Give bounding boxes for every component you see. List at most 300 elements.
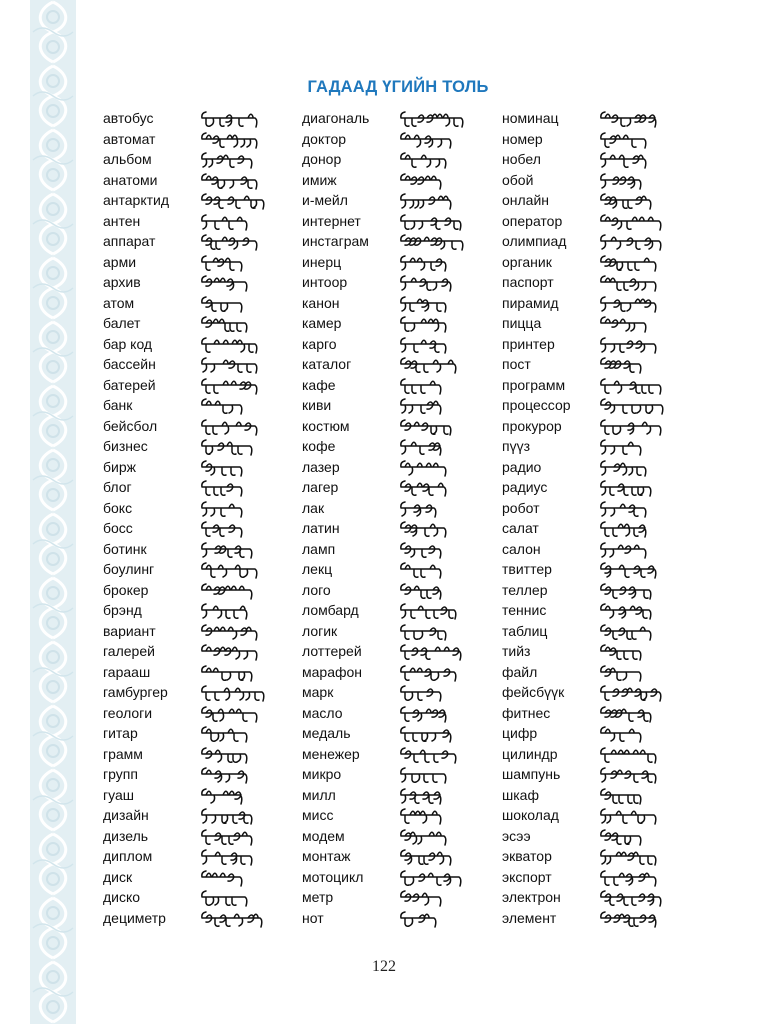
cyrillic-word: модем bbox=[302, 827, 345, 844]
cyrillic-word: экватор bbox=[502, 848, 552, 864]
glossary-entry bbox=[103, 191, 293, 212]
script-stroke bbox=[202, 112, 257, 127]
mongolian-script-word bbox=[599, 296, 660, 314]
script-stroke bbox=[202, 727, 247, 742]
mongolian-script-word bbox=[599, 542, 650, 560]
cyrillic-word: радио bbox=[502, 458, 542, 475]
script-stroke bbox=[601, 871, 656, 886]
glossary-entry bbox=[302, 724, 492, 745]
script-stroke bbox=[601, 420, 661, 435]
glossary-entry bbox=[103, 724, 293, 745]
glossary-entry bbox=[302, 478, 492, 499]
mongolian-script-word bbox=[200, 255, 246, 273]
glossary-entry bbox=[103, 232, 293, 253]
cyrillic-word: шампунь bbox=[502, 766, 561, 782]
glossary-entry bbox=[302, 581, 492, 602]
glossary-entry bbox=[502, 294, 692, 315]
cyrillic-word: гитар bbox=[103, 725, 138, 741]
script-stroke bbox=[601, 727, 641, 742]
cyrillic-word: диско bbox=[103, 889, 141, 905]
cyrillic-word: диплом bbox=[103, 848, 153, 864]
glossary-entry bbox=[302, 150, 492, 171]
mongolian-script-word bbox=[200, 542, 256, 560]
script-stroke bbox=[401, 276, 451, 291]
glossary-entry bbox=[302, 847, 492, 868]
mongolian-script-word bbox=[200, 747, 251, 765]
script-stroke bbox=[601, 850, 656, 865]
cyrillic-word: батерей bbox=[103, 376, 156, 393]
script-stroke bbox=[601, 748, 656, 763]
mongolian-script-word bbox=[599, 501, 650, 519]
script-stroke bbox=[601, 338, 656, 353]
cyrillic-word: метр bbox=[302, 889, 334, 905]
script-stroke bbox=[202, 481, 242, 496]
mongolian-script-word bbox=[399, 911, 440, 929]
glossary-entry bbox=[502, 806, 692, 827]
cyrillic-word: карго bbox=[302, 335, 337, 352]
script-stroke bbox=[401, 768, 446, 783]
mongolian-script-word bbox=[200, 665, 256, 683]
glossary-entry bbox=[502, 663, 692, 684]
mongolian-script-word bbox=[399, 706, 450, 724]
script-stroke bbox=[202, 604, 247, 619]
cyrillic-word: медаль bbox=[302, 725, 351, 741]
cyrillic-word: теллер bbox=[502, 581, 548, 598]
glossary-entry bbox=[103, 581, 293, 602]
glossary-entry bbox=[103, 150, 293, 171]
cyrillic-word: кафе bbox=[302, 376, 336, 393]
mongolian-script-word bbox=[399, 583, 445, 601]
script-stroke bbox=[601, 379, 661, 394]
ornament-pattern bbox=[30, 0, 76, 1024]
mongolian-script-word bbox=[399, 767, 450, 785]
mongolian-script-word bbox=[399, 111, 467, 129]
script-stroke bbox=[202, 194, 264, 209]
cyrillic-word: дециметр bbox=[103, 909, 166, 926]
cyrillic-word: гарааш bbox=[103, 663, 151, 680]
mongolian-script-word bbox=[399, 316, 450, 334]
cyrillic-word: ломбард bbox=[302, 602, 359, 618]
script-stroke bbox=[401, 481, 446, 496]
cyrillic-word: галерей bbox=[103, 643, 155, 659]
mongolian-script-word bbox=[200, 562, 261, 580]
cyrillic-word: обой bbox=[502, 171, 534, 188]
mongolian-script-word bbox=[399, 829, 450, 847]
cyrillic-word: монтаж bbox=[302, 848, 351, 864]
cyrillic-word: дизель bbox=[103, 827, 149, 844]
cyrillic-word: оператор bbox=[502, 212, 563, 229]
script-stroke bbox=[202, 522, 242, 537]
glossary-entry bbox=[302, 437, 492, 458]
cyrillic-word: интоор bbox=[302, 274, 348, 290]
glossary-entry bbox=[502, 273, 692, 294]
cyrillic-word: интернет bbox=[302, 212, 361, 229]
cyrillic-word: робот bbox=[502, 499, 540, 516]
mongolian-script-word bbox=[599, 173, 645, 191]
glossary-entry bbox=[103, 355, 293, 376]
glossary-entry bbox=[502, 683, 692, 704]
cyrillic-word: принтер bbox=[502, 335, 555, 352]
glossary-entry bbox=[502, 519, 692, 540]
glossary-entry bbox=[502, 437, 692, 458]
script-stroke bbox=[401, 604, 456, 619]
script-stroke bbox=[401, 358, 456, 373]
mongolian-script-word bbox=[599, 890, 665, 908]
mongolian-script-word bbox=[399, 460, 450, 478]
glossary-entry bbox=[103, 601, 293, 622]
mongolian-script-word bbox=[200, 419, 261, 437]
glossary-entry bbox=[103, 478, 293, 499]
cyrillic-word: нот bbox=[302, 909, 324, 926]
mongolian-script-word bbox=[399, 337, 450, 355]
decorative-border bbox=[30, 0, 76, 1024]
cyrillic-word: мисс bbox=[302, 807, 334, 823]
script-stroke bbox=[202, 666, 252, 681]
glossary-entry bbox=[502, 191, 692, 212]
mongolian-script-word bbox=[200, 275, 251, 293]
glossary-entry bbox=[302, 335, 492, 356]
script-stroke bbox=[601, 563, 656, 578]
glossary-entry bbox=[502, 314, 692, 335]
glossary-entry bbox=[103, 437, 293, 458]
mongolian-script-word bbox=[200, 829, 256, 847]
mongolian-script-word bbox=[399, 275, 455, 293]
mongolian-script-word bbox=[599, 747, 660, 765]
mongolian-script-word bbox=[200, 132, 261, 150]
script-stroke bbox=[202, 174, 257, 189]
mongolian-script-word bbox=[599, 152, 650, 170]
script-stroke bbox=[401, 399, 441, 414]
cyrillic-word: органик bbox=[502, 253, 552, 270]
mongolian-script-word bbox=[599, 726, 645, 744]
script-stroke bbox=[601, 112, 656, 127]
cyrillic-word: анатоми bbox=[103, 171, 158, 188]
script-stroke bbox=[401, 830, 446, 845]
mongolian-script-word bbox=[200, 111, 261, 129]
mongolian-script-word bbox=[200, 603, 251, 621]
glossary-entry bbox=[103, 396, 293, 417]
mongolian-script-word bbox=[399, 890, 445, 908]
script-stroke bbox=[401, 133, 451, 148]
mongolian-script-word bbox=[200, 316, 251, 334]
script-stroke bbox=[202, 686, 264, 701]
script-stroke bbox=[202, 912, 262, 927]
glossary-entry bbox=[302, 355, 492, 376]
cyrillic-word: боулинг bbox=[103, 561, 155, 577]
mongolian-script-word bbox=[399, 234, 467, 252]
glossary-entry bbox=[302, 212, 492, 233]
glossary-entry bbox=[502, 417, 692, 438]
mongolian-script-word bbox=[399, 378, 445, 396]
mongolian-script-word bbox=[599, 234, 665, 252]
script-stroke bbox=[401, 789, 441, 804]
cyrillic-word: лекц bbox=[302, 561, 333, 577]
script-stroke bbox=[601, 830, 641, 845]
cyrillic-word: нобел bbox=[502, 151, 541, 167]
script-stroke bbox=[601, 194, 651, 209]
glossary-entry bbox=[103, 827, 293, 848]
script-stroke bbox=[401, 194, 451, 209]
script-stroke bbox=[202, 809, 252, 824]
script-stroke bbox=[202, 461, 242, 476]
glossary-entry bbox=[103, 253, 293, 274]
glossary-entry bbox=[302, 683, 492, 704]
script-stroke bbox=[601, 440, 641, 455]
cyrillic-word: архив bbox=[103, 274, 141, 290]
cyrillic-word: дизайн bbox=[103, 807, 149, 823]
script-stroke bbox=[401, 522, 446, 537]
mongolian-script-word bbox=[599, 685, 665, 703]
glossary-entry bbox=[103, 786, 293, 807]
script-stroke bbox=[202, 440, 252, 455]
mongolian-script-word bbox=[200, 152, 256, 170]
cyrillic-word: лазер bbox=[302, 458, 340, 475]
script-stroke bbox=[601, 584, 651, 599]
mongolian-script-word bbox=[399, 296, 450, 314]
glossary-entry bbox=[502, 396, 692, 417]
glossary-entry bbox=[502, 581, 692, 602]
mongolian-script-word bbox=[200, 808, 256, 826]
mongolian-script-word bbox=[399, 808, 445, 826]
mongolian-script-word bbox=[200, 398, 246, 416]
script-stroke bbox=[401, 563, 441, 578]
cyrillic-word: теннис bbox=[502, 602, 547, 618]
cyrillic-word: балет bbox=[103, 315, 141, 331]
glossary-entry bbox=[302, 745, 492, 766]
cyrillic-word: киви bbox=[302, 397, 332, 413]
cyrillic-word: лак bbox=[302, 499, 325, 516]
glossary-entry bbox=[302, 519, 492, 540]
script-stroke bbox=[401, 235, 463, 250]
script-stroke bbox=[401, 256, 446, 271]
script-stroke bbox=[601, 625, 651, 640]
script-stroke bbox=[601, 707, 651, 722]
mongolian-script-word bbox=[399, 788, 445, 806]
glossary-entry bbox=[302, 253, 492, 274]
mongolian-script-word bbox=[599, 193, 655, 211]
glossary-entry bbox=[103, 212, 293, 233]
mongolian-script-word bbox=[399, 480, 450, 498]
glossary-entry bbox=[103, 273, 293, 294]
mongolian-script-word bbox=[599, 583, 655, 601]
page-number: 122 bbox=[372, 958, 396, 975]
glossary-entry bbox=[302, 704, 492, 725]
script-stroke bbox=[202, 871, 242, 886]
glossary-entry bbox=[502, 724, 692, 745]
glossary-entry bbox=[302, 130, 492, 151]
cyrillic-word: олимпиад bbox=[502, 233, 567, 249]
cyrillic-word: бирж bbox=[103, 458, 136, 475]
glossary-entry bbox=[302, 642, 492, 663]
cyrillic-word: милл bbox=[302, 786, 336, 803]
glossary-entry bbox=[103, 806, 293, 827]
mongolian-script-word bbox=[599, 603, 655, 621]
glossary-entry bbox=[502, 335, 692, 356]
mongolian-script-word bbox=[599, 665, 645, 683]
script-stroke bbox=[202, 789, 242, 804]
cyrillic-word: элемент bbox=[502, 909, 557, 926]
script-stroke bbox=[202, 379, 257, 394]
glossary-entry bbox=[302, 601, 492, 622]
mongolian-script-word bbox=[200, 767, 251, 785]
script-stroke bbox=[401, 461, 446, 476]
script-stroke bbox=[401, 420, 451, 435]
glossary-entry bbox=[103, 868, 293, 889]
cyrillic-word: шоколад bbox=[502, 807, 559, 823]
cyrillic-word: пирамид bbox=[502, 294, 559, 311]
script-stroke bbox=[202, 338, 257, 353]
script-stroke bbox=[401, 543, 441, 558]
glossary-entry bbox=[502, 868, 692, 889]
cyrillic-word: бассейн bbox=[103, 356, 156, 372]
mongolian-script-word bbox=[599, 767, 660, 785]
cyrillic-word: инстаграм bbox=[302, 233, 369, 249]
glossary-entry bbox=[502, 786, 692, 807]
script-stroke bbox=[601, 912, 656, 927]
script-stroke bbox=[202, 235, 257, 250]
script-stroke bbox=[601, 666, 641, 681]
script-stroke bbox=[601, 768, 656, 783]
cyrillic-word: гамбургер bbox=[103, 684, 168, 700]
glossary-entry bbox=[502, 212, 692, 233]
script-stroke bbox=[601, 276, 656, 291]
cyrillic-word: файл bbox=[502, 663, 538, 680]
script-stroke bbox=[401, 297, 446, 312]
glossary-entry bbox=[302, 396, 492, 417]
glossary-entry bbox=[502, 560, 692, 581]
mongolian-script-word bbox=[399, 624, 450, 642]
script-stroke bbox=[601, 256, 656, 271]
mongolian-script-word bbox=[200, 788, 246, 806]
mongolian-script-word bbox=[200, 337, 261, 355]
glossary-entry bbox=[502, 232, 692, 253]
cyrillic-word: арми bbox=[103, 253, 137, 270]
script-stroke bbox=[601, 133, 646, 148]
script-stroke bbox=[401, 748, 456, 763]
glossary-entry bbox=[302, 499, 492, 520]
script-stroke bbox=[202, 502, 242, 517]
glossary-entry bbox=[103, 130, 293, 151]
mongolian-script-word bbox=[599, 337, 660, 355]
script-stroke bbox=[601, 604, 651, 619]
glossary-entry bbox=[502, 888, 692, 909]
cyrillic-word: камер bbox=[302, 315, 342, 331]
cyrillic-word: цилиндр bbox=[502, 745, 558, 762]
cyrillic-word: блог bbox=[103, 479, 132, 495]
mongolian-script-word bbox=[399, 398, 445, 416]
mongolian-script-word bbox=[200, 378, 261, 396]
mongolian-script-word bbox=[200, 193, 268, 211]
script-stroke bbox=[601, 502, 646, 517]
mongolian-script-word bbox=[200, 480, 246, 498]
script-stroke bbox=[202, 276, 247, 291]
script-stroke bbox=[202, 420, 257, 435]
script-stroke bbox=[202, 153, 252, 168]
cyrillic-word: брэнд bbox=[103, 602, 142, 618]
mongolian-script-word bbox=[200, 870, 246, 888]
mongolian-script-word bbox=[399, 644, 465, 662]
script-stroke bbox=[601, 174, 641, 189]
script-stroke bbox=[401, 153, 446, 168]
mongolian-script-word bbox=[599, 357, 645, 375]
mongolian-script-word bbox=[399, 542, 445, 560]
cyrillic-word: диск bbox=[103, 868, 133, 885]
glossary-entry bbox=[302, 868, 492, 889]
script-stroke bbox=[202, 850, 252, 865]
mongolian-script-word bbox=[599, 849, 660, 867]
script-stroke bbox=[601, 358, 641, 373]
mongolian-script-word bbox=[399, 665, 460, 683]
cyrillic-word: программ bbox=[502, 376, 566, 393]
cyrillic-word: радиус bbox=[502, 479, 548, 495]
mongolian-script-word bbox=[399, 152, 450, 170]
cyrillic-word: диагональ bbox=[302, 110, 370, 126]
cyrillic-word: вариант bbox=[103, 622, 156, 639]
script-stroke bbox=[202, 317, 247, 332]
mongolian-script-word bbox=[599, 624, 655, 642]
script-stroke bbox=[401, 625, 446, 640]
glossary-entry bbox=[502, 130, 692, 151]
mongolian-script-word bbox=[399, 603, 460, 621]
glossary-entry bbox=[302, 765, 492, 786]
glossary-entry bbox=[302, 540, 492, 561]
glossary-entry bbox=[103, 499, 293, 520]
glossary-entry bbox=[302, 109, 492, 130]
mongolian-script-word bbox=[200, 173, 261, 191]
glossary-entry bbox=[103, 745, 293, 766]
mongolian-script-word bbox=[399, 357, 460, 375]
script-stroke bbox=[601, 522, 646, 537]
mongolian-script-word bbox=[599, 255, 660, 273]
glossary-entry bbox=[302, 888, 492, 909]
mongolian-script-word bbox=[399, 214, 465, 232]
mongolian-script-word bbox=[599, 398, 667, 416]
cyrillic-word: антен bbox=[103, 212, 141, 229]
cyrillic-word: групп bbox=[103, 766, 138, 782]
mongolian-script-word bbox=[200, 644, 261, 662]
cyrillic-word: латин bbox=[302, 520, 340, 536]
cyrillic-word: эсээ bbox=[502, 827, 531, 844]
glossary-entry bbox=[302, 273, 492, 294]
cyrillic-word: лого bbox=[302, 581, 331, 598]
glossary-entry bbox=[502, 847, 692, 868]
script-stroke bbox=[202, 133, 257, 148]
glossary-column-1 bbox=[103, 109, 293, 929]
script-stroke bbox=[601, 297, 656, 312]
script-stroke bbox=[601, 789, 641, 804]
cyrillic-word: брокер bbox=[103, 581, 149, 598]
glossary-entry bbox=[103, 560, 293, 581]
glossary-entry bbox=[103, 663, 293, 684]
glossary-entry bbox=[502, 745, 692, 766]
mongolian-script-word bbox=[200, 726, 251, 744]
cyrillic-word: паспорт bbox=[502, 274, 554, 290]
script-stroke bbox=[601, 809, 656, 824]
mongolian-script-word bbox=[599, 521, 650, 539]
glossary-entry bbox=[302, 560, 492, 581]
mongolian-script-word bbox=[399, 173, 445, 191]
glossary-entry bbox=[103, 909, 293, 930]
cyrillic-word: лоттерей bbox=[302, 643, 362, 659]
script-stroke bbox=[601, 399, 663, 414]
script-stroke bbox=[601, 481, 651, 496]
glossary-entry bbox=[302, 417, 492, 438]
mongolian-script-word bbox=[599, 419, 665, 437]
glossary-entry bbox=[302, 806, 492, 827]
script-stroke bbox=[202, 297, 242, 312]
mongolian-script-word bbox=[200, 460, 246, 478]
glossary-entry bbox=[103, 519, 293, 540]
